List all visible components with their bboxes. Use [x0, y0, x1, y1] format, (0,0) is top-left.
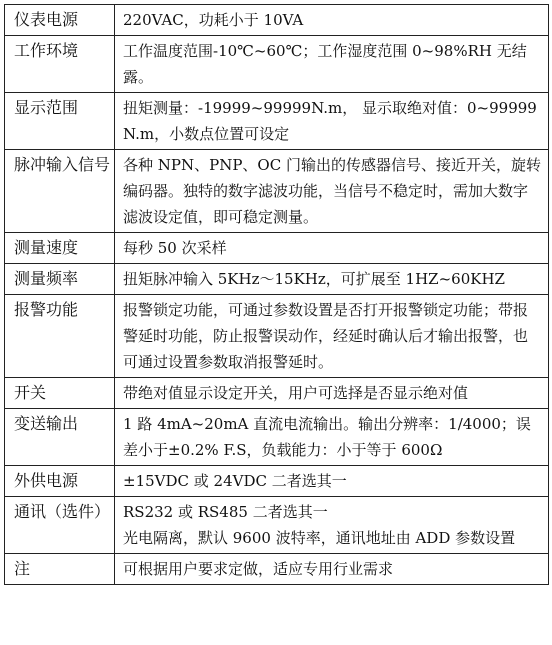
- table-row: [5, 150, 549, 233]
- row-value: [115, 36, 549, 93]
- table-row: [5, 466, 549, 497]
- row-value: [115, 264, 549, 295]
- row-label: 报警功能: [5, 295, 115, 378]
- value-line: 可根据用户要求定做，适应专用行业需求: [123, 560, 394, 578]
- row-value: [115, 93, 549, 150]
- spec-table: [4, 4, 549, 585]
- row-label: 外供电源: [5, 466, 115, 497]
- value-line: 各种 NPN、PNP、OC 门输出的传感器信号、接近开关，旋转编码器。独特的数字滤波功能，当信号不稳定时，需加大数字滤波设定值，即可稳定测量。: [123, 156, 541, 226]
- value-line: 报警锁定功能，可通过参数设置是否打开报警锁定功能；带报警延时功能，防止报警误动作，经延时确认后才输出报警，也可通过设置参数取消报警延时。: [123, 301, 529, 371]
- value-line: 扭矩脉冲输入 5KHz～15KHz，可扩展至 1HZ~60KHZ: [123, 270, 505, 288]
- row-value: [115, 554, 549, 585]
- value-line: 光电隔离，默认 9600 波特率，通讯地址由 ADD 参数设置: [123, 529, 516, 547]
- table-row: [5, 5, 549, 36]
- table-row: [5, 497, 549, 554]
- row-label: 显示范围: [5, 93, 115, 150]
- value-line: 每秒 50 次采样: [123, 239, 227, 257]
- table-row: [5, 264, 549, 295]
- table-row: [5, 93, 549, 150]
- row-label: 仪表电源: [5, 5, 115, 36]
- value-line: 220VAC，功耗小于 10VA: [123, 11, 304, 29]
- row-label: 脉冲输入信号: [5, 150, 115, 233]
- row-label: 开关: [5, 378, 115, 409]
- row-value: [115, 295, 549, 378]
- value-line: ±15VDC 或 24VDC 二者选其一: [123, 472, 347, 490]
- table-row: [5, 295, 549, 378]
- row-label: 注: [5, 554, 115, 585]
- row-label: 测量速度: [5, 233, 115, 264]
- table-row: [5, 233, 549, 264]
- row-value: [115, 466, 549, 497]
- table-row: [5, 378, 549, 409]
- spec-table-body: [5, 5, 549, 585]
- value-line: 1 路 4mA~20mA 直流电流输出。输出分辨率：1/4000；误差小于±0.2% F.S，负载能力：小于等于 600Ω: [123, 415, 531, 459]
- row-value: [115, 5, 549, 36]
- table-row: [5, 554, 549, 585]
- row-value: [115, 497, 549, 554]
- value-line: 带绝对值显示设定开关，用户可选择是否显示绝对值: [123, 384, 469, 402]
- row-value: [115, 378, 549, 409]
- value-line: 工作温度范围-10℃~60℃；工作湿度范围 0~98%RH 无结露。: [123, 42, 527, 86]
- row-label: 工作环境: [5, 36, 115, 93]
- value-line: RS232 或 RS485 二者选其一: [123, 503, 328, 521]
- row-value: [115, 409, 549, 466]
- table-row: [5, 409, 549, 466]
- row-label: 通讯（选件）: [5, 497, 115, 554]
- row-label: 测量频率: [5, 264, 115, 295]
- row-value: [115, 233, 549, 264]
- row-value: [115, 150, 549, 233]
- row-label: 变送输出: [5, 409, 115, 466]
- table-row: [5, 36, 549, 93]
- value-line: 扭矩测量：-19999~99999N.m， 显示取绝对值：0~99999N.m，小数点位置可设定: [123, 99, 537, 143]
